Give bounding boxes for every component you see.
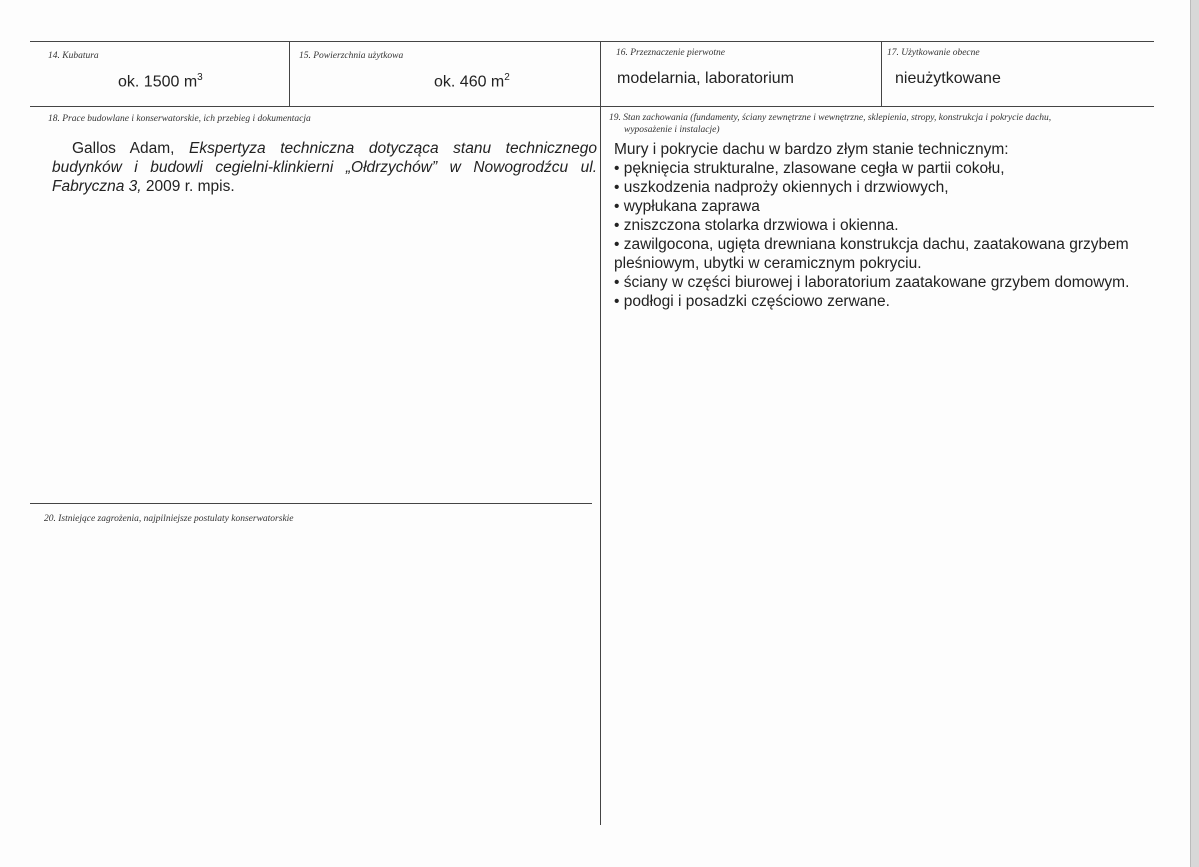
stan-list — [614, 140, 1144, 311]
prace-text — [52, 139, 597, 196]
zagrozenia-label: 20. Istniejące zagrożenia, najpilniejsze postulaty konserwatorskie — [44, 514, 294, 524]
divider-16-17 — [881, 41, 882, 106]
stan-intro: Mury i pokrycie dachu w bardzo złym stanie technicznym: — [614, 141, 1009, 158]
page-edge — [1191, 0, 1199, 867]
kubatura-unit-exponent: 3 — [197, 72, 203, 83]
stan-label-line1: 19. Stan zachowania (fundamenty, ściany zewnętrzne i wewnętrzne, sklepienia, stropy, konstrukcja i pokrycie dachu, — [609, 113, 1052, 123]
list-item: • zawilgocona, ugięta drewniana konstrukcja dachu, zaatakowana grzybem pleśniowym, ubytki w ceramicznym pokryciu. — [614, 236, 1129, 272]
stan-label-line2: wyposażenie i instalacje) — [624, 125, 720, 135]
list-item: • uszkodzenia nadproży okiennych i drzwiowych, — [614, 179, 949, 196]
prace-title: Ekspertyza techniczna dotycząca stanu technicznego budynków i budowli cegielni-klinkierni „Ołdrzychów” w Nowogrodźcu ul. Fabryczna 3, — [52, 140, 597, 195]
przeznaczenie-label: 16. Przeznaczenie pierwotne — [616, 48, 725, 58]
prace-label: 18. Prace budowlane i konserwatorskie, ich przebieg i dokumentacja — [48, 114, 311, 124]
divider-14-15 — [289, 41, 290, 106]
uzytkowanie-value: nieużytkowane — [895, 70, 1001, 87]
prace-suffix: 2009 r. mpis. — [141, 178, 235, 195]
kubatura-value-text: ok. 1500 m — [118, 73, 198, 91]
top-rule — [30, 41, 1154, 42]
kubatura-label: 14. Kubatura — [48, 51, 99, 61]
list-item: • pęknięcia strukturalne, zlasowane cegła w partii cokołu, — [614, 160, 1005, 177]
przeznaczenie-value: modelarnia, laboratorium — [617, 70, 794, 87]
powierzchnia-value-text: ok. 460 m — [434, 73, 505, 91]
center-divider — [600, 41, 601, 825]
powierzchnia-value — [434, 72, 510, 91]
list-item: • zniszczona stolarka drzwiowa i okienna. — [614, 217, 899, 234]
kubatura-value — [118, 72, 203, 91]
powierzchnia-label: 15. Powierzchnia użytkowa — [299, 51, 404, 61]
row1-bottom-rule — [30, 106, 1154, 107]
list-item: • wypłukana zaprawa — [614, 198, 760, 215]
list-item: • ściany w części biurowej i laboratorium zaatakowane grzybem domowym. — [614, 274, 1130, 291]
section20-top-rule — [30, 503, 592, 504]
prace-author: Gallos Adam, — [72, 140, 189, 157]
uzytkowanie-label: 17. Użytkowanie obecne — [887, 48, 980, 58]
powierzchnia-unit-exponent: 2 — [504, 72, 510, 83]
list-item: • podłogi i posadzki częściowo zerwane. — [614, 293, 890, 310]
